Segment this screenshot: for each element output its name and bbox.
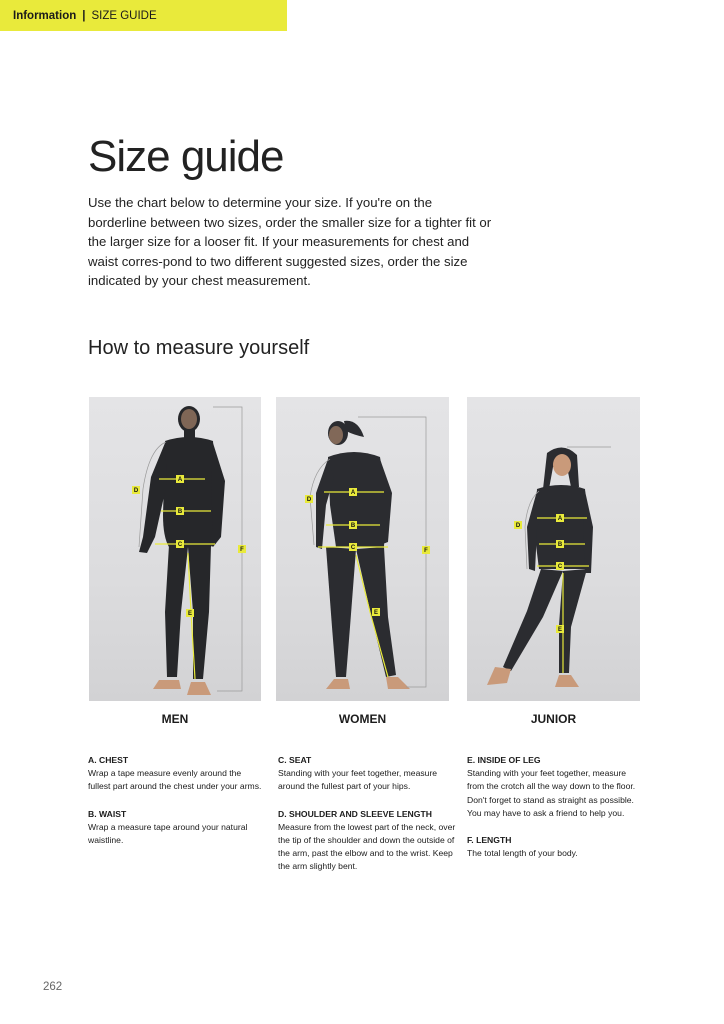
seat-heading: C. SEAT <box>278 755 312 765</box>
women-marker-b: B <box>350 523 356 529</box>
chest-heading: A. CHEST <box>88 755 129 765</box>
men-caption: MEN <box>161 712 189 726</box>
men-figure-illustration <box>89 397 261 701</box>
men-marker-a: A <box>177 477 183 483</box>
women-photo <box>276 397 449 701</box>
separator: | <box>82 9 86 22</box>
junior-marker-b: B <box>557 542 563 548</box>
men-marker-f: F <box>240 547 244 553</box>
topic-label: SIZE GUIDE <box>91 9 157 22</box>
shoulder-sleeve-heading: D. SHOULDER AND SLEEVE LENGTH <box>278 808 432 819</box>
length-text: The total length of your body. <box>467 848 578 859</box>
women-figure-illustration <box>276 397 449 701</box>
women-caption: WOMEN <box>338 712 387 726</box>
intro-text: Use the chart below to determine your size. If you're on the borderline between two sizes, order the smaller size for a tighter fit or the larger size for a looser fit. If your measurements for chest and waist corres-pond to two different suggested sizes, order the size indicated by your chest measurement. <box>88 195 492 288</box>
waist-text: Wrap a measure tape around your natural waistline. <box>88 821 248 846</box>
women-marker-c: C <box>350 545 356 551</box>
women-marker-e: E <box>373 610 379 616</box>
junior-marker-e: E <box>557 627 563 633</box>
men-marker-e: E <box>187 611 193 617</box>
shoulder-sleeve-text: Measure from the lowest part of the neck, over the tip of the shoulder and down the outside of the arm, past the elbow and to the wrist. Keep the arm slightly bent. <box>278 821 456 872</box>
women-marker-f: F <box>424 548 428 554</box>
section-tab <box>0 0 287 31</box>
section-label: Information <box>13 9 77 22</box>
seat-text: Standing with your feet together, measure around the fullest part of your hips. <box>278 768 438 792</box>
men-marker-b: B <box>177 509 183 515</box>
women-marker-a: A <box>350 490 356 496</box>
measure-column-2 <box>278 754 456 888</box>
inside-leg-text: Standing with your feet together, measure from the crotch all the way down to the floor. Don't forget to stand as straight as possible. You may have to ask a friend to help you. <box>467 768 636 818</box>
men-marker-d: D <box>133 488 139 494</box>
men-marker-c: C <box>177 542 183 548</box>
waist-heading: B. WAIST <box>88 808 127 819</box>
junior-marker-d: D <box>515 523 521 529</box>
section-subtitle: How to measure yourself <box>88 337 310 359</box>
chest-text: Wrap a tape measure evenly around the fullest part around the chest under your arms. <box>88 768 262 792</box>
measure-column-3 <box>467 754 645 874</box>
men-photo <box>89 397 261 701</box>
junior-photo <box>467 397 640 701</box>
women-marker-d: D <box>306 497 312 503</box>
page-title: Size guide <box>88 132 284 181</box>
inside-leg-heading: E. INSIDE OF LEG <box>467 755 541 765</box>
junior-figure-illustration <box>467 397 640 701</box>
junior-caption: JUNIOR <box>530 712 577 726</box>
junior-marker-a: A <box>557 516 563 522</box>
measure-column-1 <box>88 754 266 861</box>
page-number: 262 <box>43 981 63 993</box>
length-heading: F. LENGTH <box>467 835 512 846</box>
junior-marker-c: C <box>557 564 563 570</box>
